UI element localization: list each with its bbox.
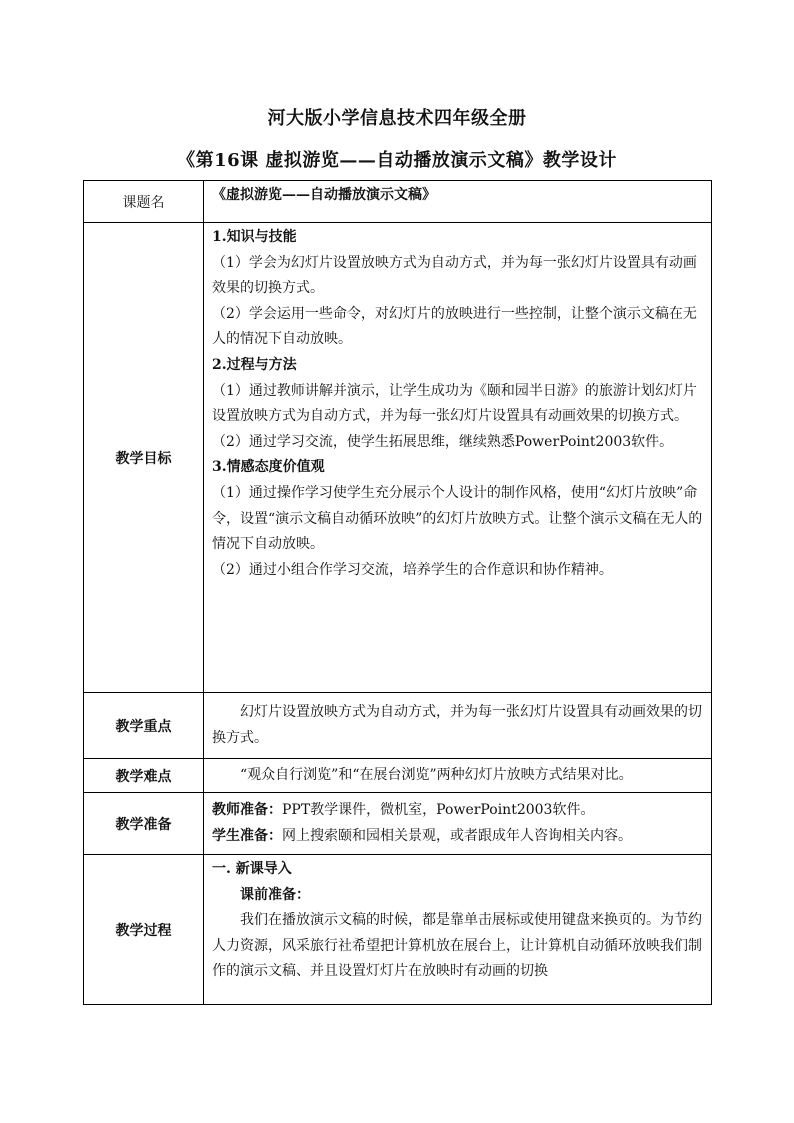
key-points-text: 幻灯片设置放映方式为自动方式，并为每一张幻灯片设置具有动画效果的切换方式。 [212, 703, 702, 746]
objectives-heading-3: 3.情感态度价值观 [212, 459, 325, 476]
teacher-prep-label: 教师准备： [212, 801, 282, 818]
label-process: 教学过程 [84, 855, 204, 1005]
objectives-heading-2: 2.过程与方法 [212, 356, 297, 373]
value-key-points [204, 693, 712, 759]
process-subheading: 课前准备： [240, 886, 310, 903]
teacher-prep-text: PPT教学课件，微机室，PowerPoint2003软件。 [282, 801, 595, 818]
preparation-student [212, 824, 705, 850]
document-title: 河大版小学信息技术四年级全册 [267, 108, 527, 129]
table-row-key-points [84, 693, 712, 759]
objectives-para-4: （2）通过学习交流，使学生拓展思维，继续熟悉PowerPoint2003软件。 [212, 433, 674, 450]
objectives-para-3: （1）通过教师讲解并演示，让学生成功为《颐和园半日游》的旅游计划幻灯片设置放映方式为自动方式，并为每一张幻灯片设置具有动画效果的切换方式。 [212, 382, 697, 425]
label-difficulties: 教学难点 [84, 759, 204, 793]
document-subtitle: 《第16课 虚拟游览——自动播放演示文稿》教学设计 [177, 150, 617, 171]
label-objectives: 教学目标 [84, 223, 204, 693]
label-key-points: 教学重点 [84, 693, 204, 759]
student-prep-label: 学生准备： [212, 827, 282, 844]
process-text: 我们在播放演示文稿的时候，都是靠单击展标或使用键盘来换页的。为节约人力资源，风采旅行社希望把计算机放在展台上，让计算机自动循环放映我们制作的演示文稿、并且设置灯灯片在放映时有动画的切换 [212, 912, 702, 980]
process-heading-1: 一. 新课导入 [212, 861, 292, 877]
student-prep-text: 网上搜索颐和园相关景观，或者跟成年人咨询相关内容。 [282, 827, 632, 844]
table-row-objectives [84, 223, 712, 693]
value-process [204, 855, 712, 1005]
table-row-process [84, 855, 712, 1005]
difficulties-text: “观众自行浏览”和“在展台浏览”两种幻灯片放映方式结果对比。 [240, 766, 633, 783]
value-topic: 《虚拟游览——自动播放演示文稿》 [204, 181, 712, 223]
table-row-difficulties [84, 759, 712, 793]
value-preparation [204, 793, 712, 855]
objectives-para-6: （2）通过小组合作学习交流，培养学生的合作意识和协作精神。 [212, 561, 613, 578]
objectives-heading-1: 1.知识与技能 [212, 229, 297, 245]
table-row-preparation [84, 793, 712, 855]
table-row-topic [84, 181, 712, 223]
value-objectives [204, 223, 712, 693]
objectives-para-1: （1）学会为幻灯片设置放映方式为自动方式，并为每一张幻灯片设置具有动画效果的切换方式。 [212, 254, 697, 297]
value-difficulties [204, 759, 712, 793]
preparation-teacher [212, 798, 705, 824]
objectives-para-5: （1）通过操作学习使学生充分展示个人设计的制作风格，使用“幻灯片放映”命令，设置“演示文稿自动循环放映”的幻灯片放映方式。让整个演示文稿在无人的情况下自动放映。 [212, 484, 703, 553]
lesson-plan-table [83, 180, 712, 1005]
objectives-para-2: （2）学会运用一些命令，对幻灯片的放映进行一些控制，让整个演示文稿在无人的情况下自动放映。 [212, 305, 697, 348]
label-topic: 课题名 [84, 181, 204, 223]
label-preparation: 教学准备 [84, 793, 204, 855]
